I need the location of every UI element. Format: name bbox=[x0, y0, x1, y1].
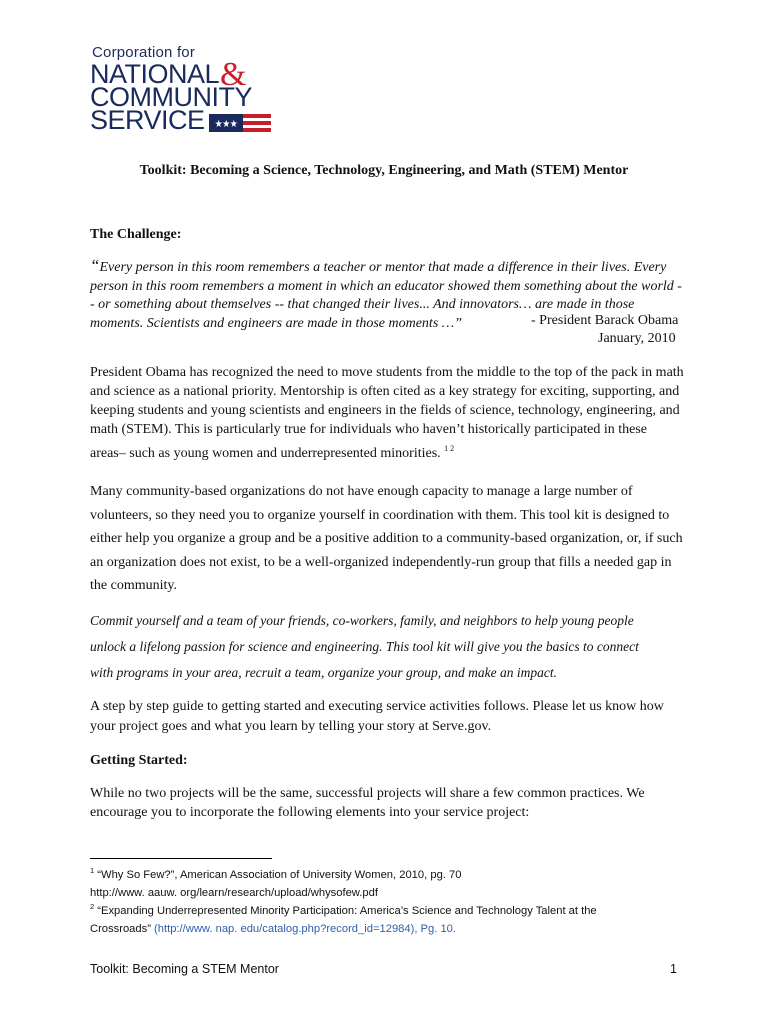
footnote-period: . bbox=[452, 923, 457, 935]
footnote-number: 1 bbox=[90, 866, 95, 875]
quote-line: - or something about themselves -- that changed their lives... And innovators… are made in those bbox=[90, 297, 635, 312]
paragraph-line: your project goes and what you learn by telling your story at Serve.gov. bbox=[90, 719, 492, 734]
paragraph-line: the community. bbox=[90, 578, 177, 593]
quote-line bbox=[90, 257, 686, 278]
paragraph-text: areas– such as young women and underrepresented minorities. bbox=[90, 446, 441, 461]
footnote-refs: 1 2 bbox=[444, 444, 455, 453]
footnote-2 bbox=[90, 898, 690, 938]
footnote-1 bbox=[90, 862, 690, 902]
footnote-line bbox=[90, 898, 690, 920]
footnote-text: “Why So Few?”, American Association of University Women, 2010, pg. 70 bbox=[94, 869, 462, 881]
paragraph-line: Commit yourself and a team of your friends, co-workers, family, and neighbors to help young people bbox=[90, 613, 634, 628]
paragraph-community bbox=[90, 480, 686, 598]
paragraph-commit bbox=[90, 608, 686, 686]
paragraph-line: math (STEM). This is particularly true for individuals who haven’t historically participated in these bbox=[90, 422, 648, 437]
cncs-logo bbox=[90, 44, 280, 135]
paragraph-line: either help you organize a group and be a positive addition to a community-based organization, or, if such bbox=[90, 531, 683, 546]
footnote-number: 2 bbox=[90, 902, 95, 911]
logo-line-community: COMMUNITY bbox=[90, 82, 252, 112]
paragraph-line: volunteers, so they need you to organize yourself in coordination with them. This tool kit is designed to bbox=[90, 507, 670, 523]
logo-line-service bbox=[90, 105, 280, 135]
flag-icon bbox=[209, 112, 271, 130]
footnote-link[interactable]: (http://www. nap. edu/catalog.php?record_id=12984), Pg. 10 bbox=[154, 923, 453, 935]
paragraph-line: with programs in your area, recruit a team, organize your group, and make an impact. bbox=[90, 665, 557, 680]
logo-national-text: NATIONAL bbox=[90, 59, 220, 89]
footnote-divider bbox=[90, 858, 272, 859]
footnote-line bbox=[90, 920, 690, 938]
paragraph-line: President Obama has recognized the need to move students from the middle to the top of the pack in math bbox=[90, 365, 684, 380]
paragraph-line: an organization does not exist, to be a well-organized independently-run group that fills a needed gap in bbox=[90, 554, 672, 570]
challenge-heading: The Challenge: bbox=[90, 227, 182, 242]
paragraph-line: A step by step guide to getting started and executing service activities follows. Please let us know how bbox=[90, 699, 664, 714]
logo-service-text: SERVICE bbox=[90, 105, 205, 135]
paragraph-line: and science as a national priority. Mentorship is often cited as a key strategy for exciting, supporting, and bbox=[90, 384, 680, 399]
quote-line: person in this room remembers a moment in which an educator showed them something about the world - bbox=[90, 278, 682, 294]
logo-line-corporation: Corporation for bbox=[92, 44, 196, 61]
paragraph-line: keeping students and young scientists and engineers in the fields of science, technology, engineering, and bbox=[90, 403, 680, 418]
quote-line: moments. Scientists and engineers are made in those moments …” bbox=[90, 315, 462, 331]
footnote-url[interactable]: http://www. aauw. org/learn/research/upload/whysofew.pdf bbox=[90, 887, 378, 899]
logo-ampersand: & bbox=[220, 56, 246, 93]
paragraph-step-guide bbox=[90, 697, 686, 737]
paragraph-getting-started bbox=[90, 784, 686, 822]
quote-attribution: - President Barack Obama bbox=[531, 313, 679, 328]
footer-label: Toolkit: Becoming a STEM Mentor bbox=[90, 962, 279, 976]
page-number: 1 bbox=[670, 962, 677, 976]
paragraph-line: While no two projects will be the same, successful projects will share a few common practices. We bbox=[90, 786, 645, 801]
quote-open-mark: “ bbox=[90, 256, 100, 275]
quote-date: January, 2010 bbox=[598, 331, 676, 346]
paragraph-line: encourage you to incorporate the following elements into your service project: bbox=[90, 805, 530, 820]
paragraph-priority bbox=[90, 363, 686, 463]
footnote-text: Crossroads” bbox=[90, 923, 155, 935]
paragraph-line: unlock a lifelong passion for science and engineering. This tool kit will give you the basics to connect bbox=[90, 639, 639, 654]
quote-text: Every person in this room remembers a teacher or mentor that made a difference in their lives. Every bbox=[99, 260, 667, 275]
footnote-line bbox=[90, 862, 690, 884]
document-title: Toolkit: Becoming a Science, Technology, Engineering, and Math (STEM) Mentor bbox=[139, 163, 629, 178]
getting-started-heading: Getting Started: bbox=[90, 753, 188, 768]
footnote-text: “Expanding Underrepresented Minority Participation: America’s Science and Technology Talent at the bbox=[94, 905, 597, 917]
paragraph-line bbox=[90, 439, 686, 463]
svg-text:★★★: ★★★ bbox=[214, 118, 237, 130]
paragraph-line: Many community-based organizations do not have enough capacity to manage a large number of bbox=[90, 484, 633, 499]
